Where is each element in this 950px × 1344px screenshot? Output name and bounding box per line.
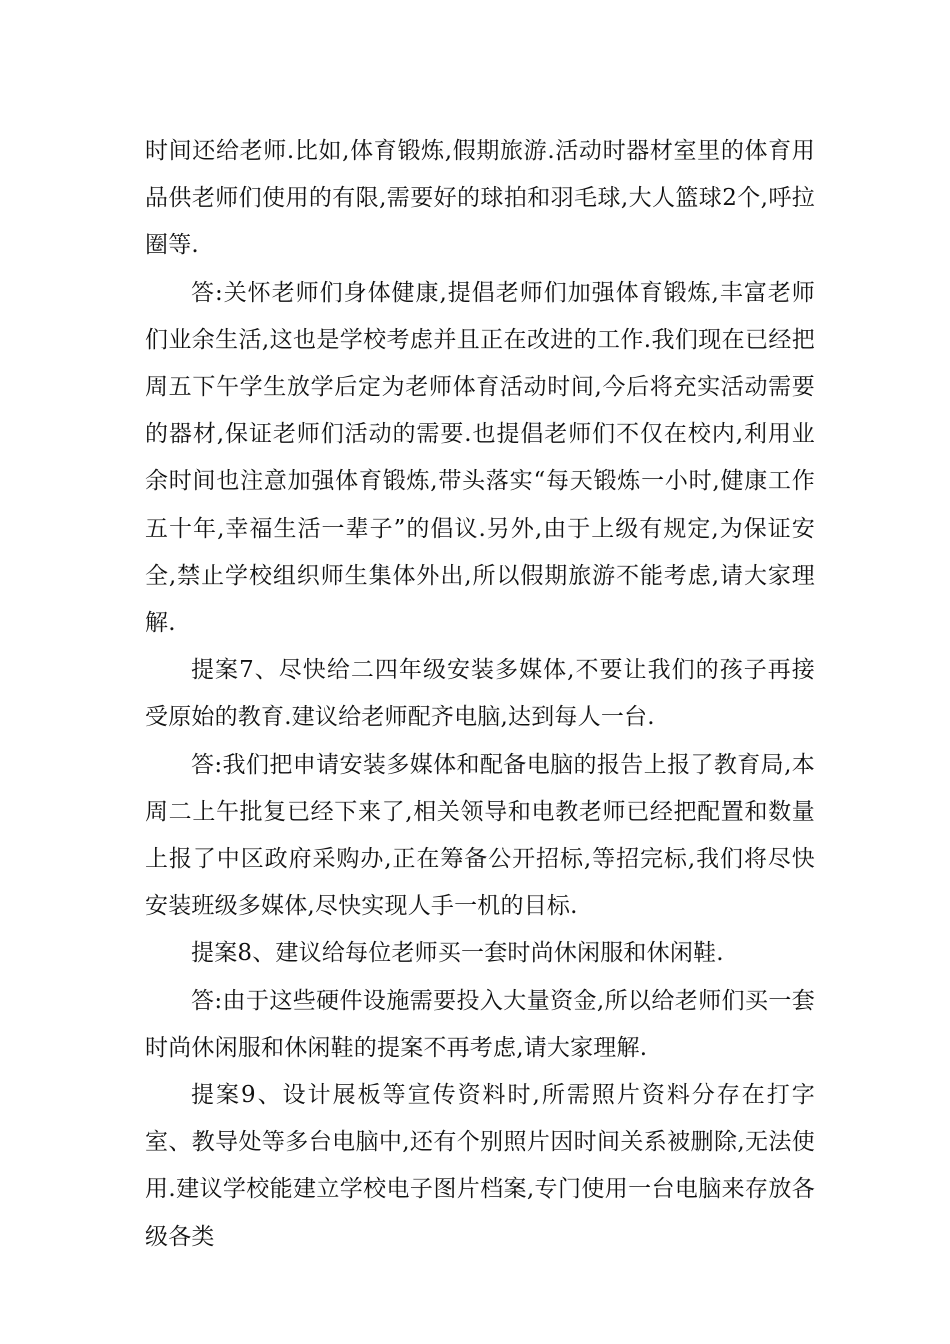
paragraph-3: 提案7、尽快给二四年级安装多媒体,不要让我们的孩子再接受原始的教育.建议给老师配齐电脑,达到每人一台. — [145, 657, 815, 731]
paragraph-5: 提案8、建议给每位老师买一套时尚休闲服和休闲鞋. — [191, 940, 724, 967]
document-body — [145, 128, 815, 1261]
paragraph-4: 答:我们把申请安装多媒体和配备电脑的报告上报了教育局,本周二上午批复已经下来了,相关领导和电教老师已经把配置和数量上报了中区政府采购办,正在筹备公开招标,等招完标,我们将尽快安装班级多媒体,尽快实现人手一机的目标. — [145, 751, 815, 920]
paragraph-6: 答:由于这些硬件设施需要投入大量资金,所以给老师们买一套时尚休闲服和休闲鞋的提案不再考虑,请大家理解. — [145, 987, 815, 1061]
paragraph-1: 时间还给老师.比如,体育锻炼,假期旅游.活动时器材室里的体育用品供老师们使用的有限,需要好的球拍和羽毛球,大人篮球2个,呼拉圈等. — [145, 138, 815, 259]
paragraph-2: 答:关怀老师们身体健康,提倡老师们加强体育锻炼,丰富老师们业余生活,这也是学校考虑并且正在改进的工作.我们现在已经把周五下午学生放学后定为老师体育活动时间,今后将充实活动需要的器材,保证老师们活动的需要.也提倡老师们不仅在校内,利用业余时间也注意加强体育锻炼,带头落实“每天锻炼一小时,健康工作五十年,幸福生活一辈子”的倡议.另外,由于上级有规定,为保证安全,禁止学校组织师生集体外出,所以假期旅游不能考虑,请大家理解. — [145, 279, 815, 637]
paragraph-7: 提案9、设计展板等宣传资料时,所需照片资料分存在打字室、教导处等多台电脑中,还有个别照片因时间关系被删除,无法使用.建议学校能建立学校电子图片档案,专门使用一台电脑来存放各级各类 — [145, 1082, 815, 1250]
